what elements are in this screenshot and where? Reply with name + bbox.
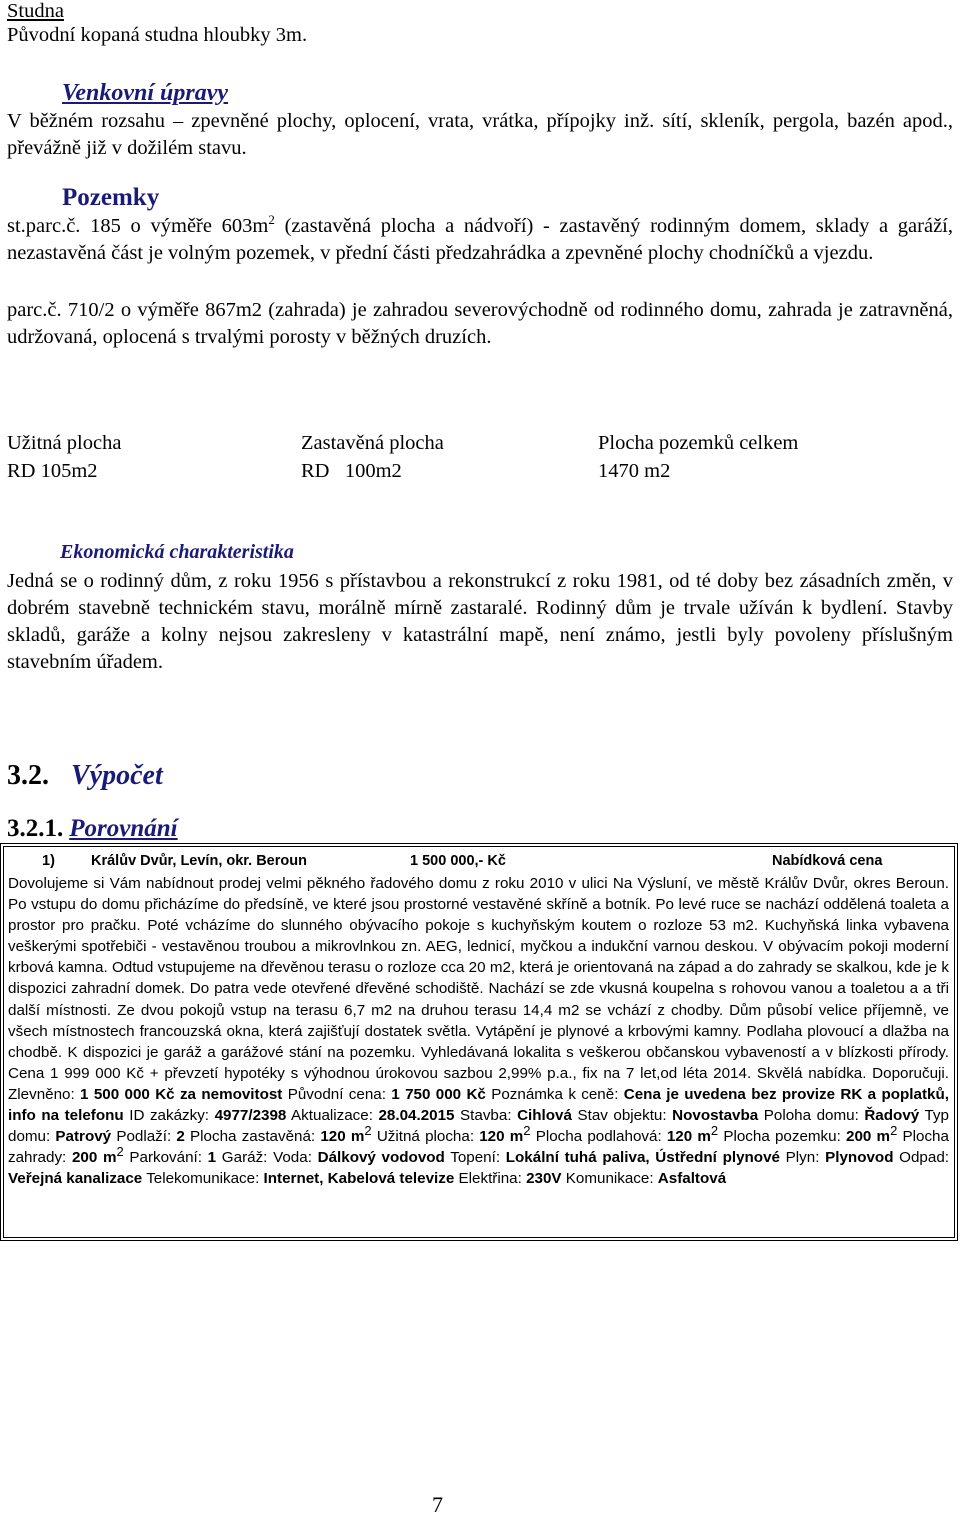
offer-uzit: 120 m [479,1128,524,1146]
offer-telekom: Internet, Kabelová televize [263,1170,455,1188]
offer-uzit-label: Užitná plocha: [371,1128,480,1146]
area-header-uzitna: Užitná plocha [7,432,122,454]
heading-porovnani-number: 3.2.1. [7,815,64,842]
offer-podlazi: 2 [176,1128,185,1146]
offer-park-label: Parkování: [123,1149,208,1167]
venkovni-heading [62,80,953,108]
venkovni-text: V běžném rozsahu – zpevněné plochy, oplocení, vrata, vrátka, přípojky inž. sítí, skleník, pergola, bazén apod., převážně již v dožilém stavu. [7,110,953,159]
offer-poznamka: Cena je uvedena bez provize RK a poplatků, info na telefonu [8,1085,949,1125]
studna-text: Původní kopaná studna hloubky 3m. [7,24,308,46]
offer-poloha: Řadový [864,1107,920,1125]
offer-sup: 2 [364,1123,372,1139]
offer-odpad-label: Odpad: [893,1149,949,1167]
offer-komunikace-label: Komunikace: [561,1170,658,1188]
area-header-pozemky: Plocha pozemků celkem [598,432,799,454]
areas-value-row [7,460,953,487]
offer-id-label: ID zakázky: [123,1107,215,1125]
offer-typ: Patrový [55,1128,112,1146]
offer-garaz-label: Garáž: Voda: [216,1149,318,1167]
offer-odpad: Veřejná kanalizace [8,1170,143,1188]
pozemky-heading [62,184,953,213]
offer-poznamka-label: Poznámka k ceně: [485,1085,624,1103]
offer-sup: 2 [116,1144,124,1160]
heading-vypocet [7,760,163,792]
offer-zast: 120 m [320,1128,365,1146]
offer-topeni: Lokální tuhá paliva, Ústřední plynové [505,1149,780,1167]
area-header-zastavena: Zastavěná plocha [301,432,444,454]
offer-price: 1 500 000,- Kč [410,853,506,869]
offer-plyn-label: Plyn: [779,1149,826,1167]
offer-komunikace: Asfaltová [657,1170,727,1188]
heading-vypocet-title: Výpočet [71,760,163,791]
offer-sup: 2 [710,1123,719,1139]
offer-sup: 2 [523,1123,531,1139]
pozemky-paragraph-1 [7,213,953,267]
area-value-zastavena: RD 100m2 [301,460,402,482]
offer-elektrina-label: Elektřina: [454,1170,527,1188]
offer-number: 1) [42,853,55,869]
offer-zast-label: Plocha zastavěná: [184,1128,321,1146]
pozemky-p1-sup: 2 [268,212,275,228]
offer-zahrady: 200 m [71,1149,117,1167]
offer-id: 4977/2398 [214,1107,287,1125]
offer-kind: Nabídková cena [772,853,883,869]
offer-pozemku-label: Plocha pozemku: [718,1128,847,1146]
page-number: 7 [432,1492,443,1517]
offer-puvodni: 1 750 000 Kč [391,1085,486,1103]
areas-header-row [7,432,953,459]
offer-stavba: Cihlová [517,1107,572,1125]
heading-porovnani [7,815,178,843]
section-title-venkovni: Venkovní úpravy [62,80,229,106]
offer-park: 1 [207,1149,217,1167]
offer-place: Králův Dvůr, Levín, okr. Beroun [91,853,307,869]
offer-podlazi-label: Podlaží: [111,1128,177,1146]
pozemky-p1-start: st.parc.č. 185 o výměře 603m [7,215,269,237]
offer-header-row [8,851,949,873]
offer-stavba-label: Stavba: [454,1107,518,1125]
offer-podl: 120 m [666,1128,711,1146]
offer-pozemku: 200 m [846,1128,891,1146]
section-title-ekonomicka: Ekonomická charakteristika [60,541,294,563]
offer-sup: 2 [890,1123,898,1139]
comparison-offer-box [3,846,955,1238]
heading-porovnani-title: Porovnání [69,815,178,842]
offer-aktual: 28.04.2015 [378,1107,455,1125]
offer-plyn: Plynovod [825,1149,894,1167]
offer-description [8,873,949,1189]
pozemky-p1-rest: (zastavěná plocha a nádvoří) - zastavěný rodinným domem, sklady a garáží, nezastavěná část je volným pozemek, v přední části předzahrádka a zpevněné plochy chodníčků a vjezdu. [7,215,953,264]
section-title-pozemky: Pozemky [62,184,160,211]
offer-body: Dovolujeme si Vám nabídnout prodej velmi pěkného řadového domu z roku 2010 v ulici Na Výsluní, ve městě Králův Dvůr, okres Beroun. Po vstupu do domu přicházíme do předsíně, ve které jsou prostorné vestavěné skříně a botník. Po levé ruce se nachází oddělená toaleta a prostor pro pračku. Poté vcházíme do slunného obývacího pokoje s kuchyňským koutem o rozloze 53 m2. Kuchyňská linka vybavena veškerými spotřebiči - vestavěnou troubou a mikrovlnkou zn. AEG, lednicí, myčkou a indukční varnou deskou. V obývacím pokoji moderní krbová kamna. Odtud vstupujeme na dřevěnou terasu o rozloze cca 20 m2, která je orientovaná na západ a do zahrady se skalkou, kde je k dispozici zahradní domek. Do patra vede otevřené dřevěné schodiště. Nachází se zde vkusná koupelna s rohovou vanou a toaletou a a tři další místnosti. Ze dvou pokojů vstup na terasu 6,7 m2 na druhou terasu 14,4 m2 se vchází z chodby. Dům působí velice příjemně, ve všech místnostech francouzská okna, která zajišťují dostatek světla. Vytápění je plynové a krbovými kamny. Podlaha plovoucí a dlažba na chodbě. K dispozici je garáž a garážové stání na pozemku. Vyhledávaná lokalita s veškerou občanskou vybaveností a v blízkosti přírody. Cena 1 999 000 Kč + převzetí hypotéky s výhodnou úrokovou sazbou 2,99% p.a., fix na 7 let,od léta 2014. Skvělá nabídka. Doporučuji. Zlevněno: [8,875,949,1103]
offer-stav: Novostavba [672,1107,759,1125]
offer-aktual-label: Aktualizace: [286,1107,379,1125]
pozemky-paragraph-2: parc.č. 710/2 o výměře 867m2 (zahrada) je zahradou severovýchodně od rodinného domu, zahrada je zatravněná, udržovaná, oplocená s trvalými porosty v běžných druzích. [7,299,953,348]
offer-puvodni-label: Původní cena: [282,1085,392,1103]
ekonomicka-text: Jedná se o rodinný dům, z roku 1956 s přístavbou a rekonstrukcí z roku 1981, od té doby bez zásadních změn, v dobrém stavebně technickém stavu, morálně mírně zastaralé. Rodinný dům je trvale užíván k bydlení. Stavby skladů, garáže a kolny nejsou zakresleny v katastrální mapě, není známo, jestli byly povoleny příslušným stavebním úřadem. [7,570,953,673]
offer-topeni-label: Topení: [444,1149,506,1167]
offer-typ-label: Typ domu: [8,1107,949,1146]
offer-zahrady-label: Plocha zahrady: [8,1128,949,1167]
offer-elektrina: 230V [526,1170,562,1188]
offer-podl-label: Plocha podlahová: [530,1128,667,1146]
section-title-studna: Studna [7,0,64,22]
offer-zlevneno: 1 500 000 Kč za nemovitost [80,1085,283,1103]
offer-stav-label: Stav objektu: [571,1107,673,1125]
area-value-uzitna: RD 105m2 [7,460,98,482]
area-value-pozemky: 1470 m2 [598,460,671,482]
offer-voda: Dálkový vodovod [317,1149,445,1167]
heading-vypocet-number: 3.2. [7,760,49,791]
offer-telekom-label: Telekomunikace: [142,1170,264,1188]
offer-poloha-label: Poloha domu: [758,1107,865,1125]
